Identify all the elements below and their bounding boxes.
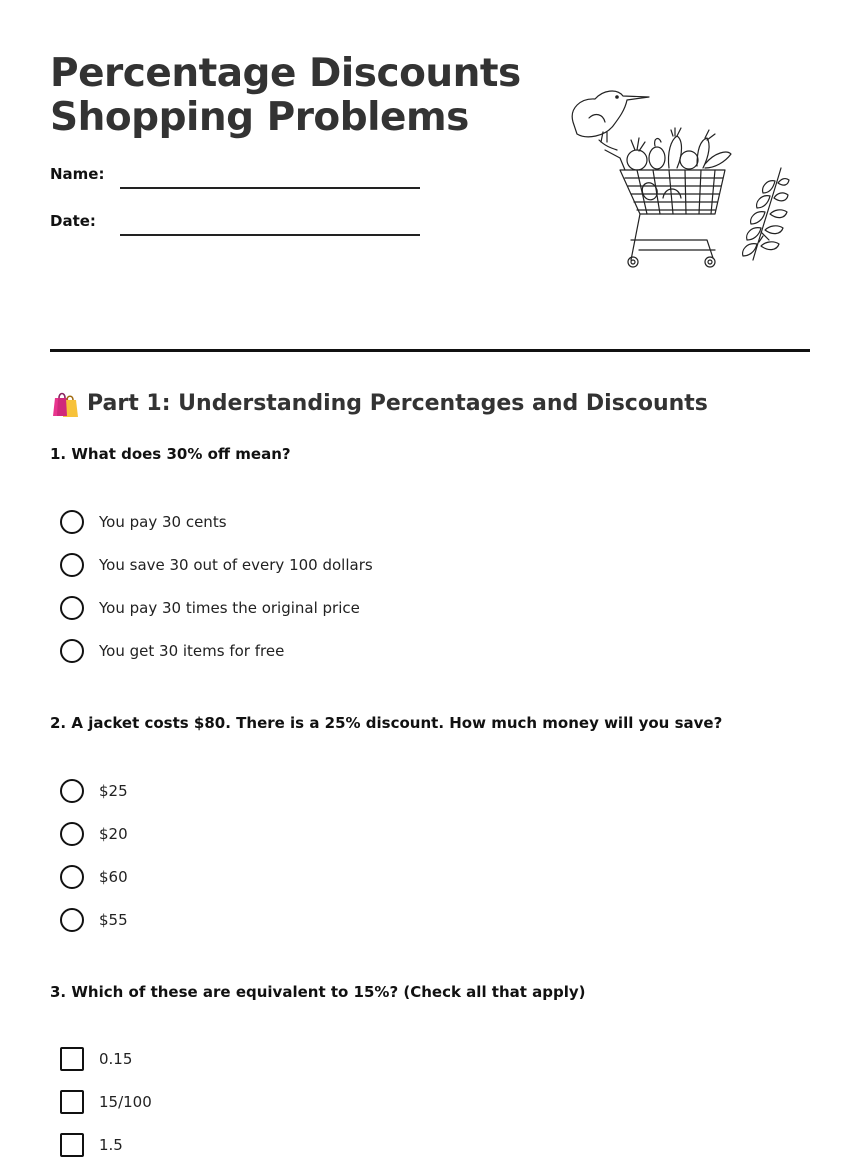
radio-button[interactable] [60,510,84,534]
checkbox[interactable] [60,1090,84,1114]
q2-option-3[interactable] [60,864,128,890]
checkbox[interactable] [60,1133,84,1157]
option-label: 0.15 [99,1050,133,1068]
question-1: 1. What does 30% off mean? [50,445,291,463]
option-label: $25 [99,782,128,800]
shopping-bags-icon [50,388,80,418]
q3-option-2[interactable] [60,1089,152,1115]
date-field[interactable] [120,234,420,236]
radio-button[interactable] [60,779,84,803]
radio-button[interactable] [60,822,84,846]
q2-option-2[interactable] [60,821,128,847]
date-label: Date: [50,212,96,230]
option-label: $60 [99,868,128,886]
option-label: You save 30 out of every 100 dollars [99,556,373,574]
q3-option-1[interactable] [60,1046,132,1072]
checkbox[interactable] [60,1047,84,1071]
section-heading [50,388,708,418]
title-line-2: Shopping Problems [50,95,469,140]
worksheet-title [50,52,521,140]
kiwi-bird-with-grocery-cart-icon [565,82,790,272]
section-divider [50,349,810,352]
section-title: Part 1: Understanding Percentages and Discounts [87,390,708,416]
radio-button[interactable] [60,865,84,889]
q2-option-1[interactable] [60,778,128,804]
option-label: You pay 30 cents [99,513,227,531]
radio-button[interactable] [60,639,84,663]
question-3: 3. Which of these are equivalent to 15%? (Check all that apply) [50,983,586,1001]
q1-option-3[interactable] [60,595,360,621]
title-line-1: Percentage Discounts [50,51,521,96]
q1-option-1[interactable] [60,509,227,535]
option-label: 15/100 [99,1093,152,1111]
name-label: Name: [50,165,105,183]
q1-option-2[interactable] [60,552,373,578]
name-field[interactable] [120,187,420,189]
question-2: 2. A jacket costs $80. There is a 25% discount. How much money will you save? [50,714,723,732]
option-label: You get 30 items for free [99,642,285,660]
radio-button[interactable] [60,908,84,932]
option-label: $55 [99,911,128,929]
q1-option-4[interactable] [60,638,284,664]
radio-button[interactable] [60,553,84,577]
q2-option-4[interactable] [60,907,128,933]
option-label: You pay 30 times the original price [99,599,360,617]
q3-option-3[interactable] [60,1132,123,1158]
radio-button[interactable] [60,596,84,620]
option-label: 1.5 [99,1136,123,1154]
option-label: $20 [99,825,128,843]
